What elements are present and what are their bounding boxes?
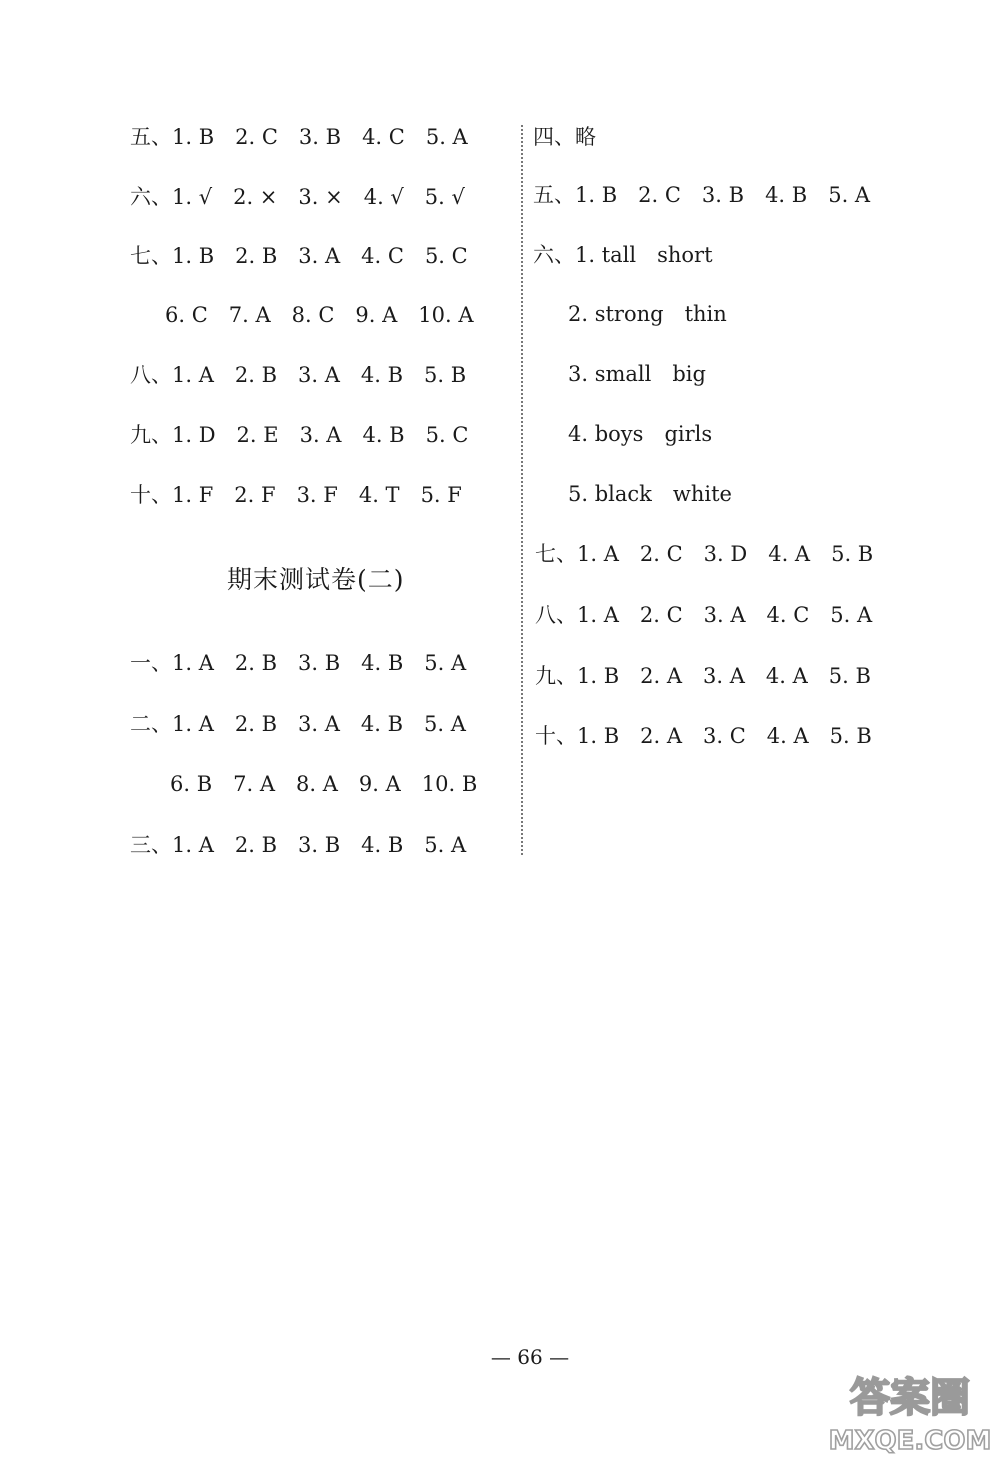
watermark-graphic [822, 1365, 992, 1457]
answer-line: 七、1. B 2. B 3. A 4. C 5. C [130, 244, 468, 268]
answer-line: 4. boys girls [568, 422, 713, 446]
page-number: — 66 — [490, 1345, 570, 1369]
answer-line: 五、1. B 2. C 3. B 4. C 5. A [130, 125, 468, 149]
answer-line: 五、1. B 2. C 3. B 4. B 5. A [533, 183, 871, 207]
answer-line: 九、1. D 2. E 3. A 4. B 5. C [130, 423, 469, 447]
answer-line: 十、1. B 2. A 3. C 4. A 5. B [535, 724, 872, 748]
watermark-bottom-text: MXQE.COM [828, 1426, 992, 1456]
answer-line: 5. black white [568, 482, 732, 506]
answer-line: 九、1. B 2. A 3. A 4. A 5. B [535, 664, 871, 688]
answer-line: 6. C 7. A 8. C 9. A 10. A [165, 303, 474, 327]
watermark-top-text: 答案圈 [850, 1375, 970, 1421]
answer-line: 六、1. tall short [533, 243, 713, 267]
answer-line: 十、1. F 2. F 3. F 4. T 5. F [130, 483, 462, 507]
answer-line: 八、1. A 2. C 3. A 4. C 5. A [535, 603, 873, 627]
answer-line: 6. B 7. A 8. A 9. A 10. B [170, 772, 478, 796]
answer-line: 一、1. A 2. B 3. B 4. B 5. A [130, 651, 467, 675]
answer-line: 2. strong thin [568, 302, 727, 326]
answer-line: 六、1. √ 2. × 3. × 4. √ 5. √ [130, 185, 465, 209]
answer-line: 七、1. A 2. C 3. D 4. A 5. B [535, 542, 874, 566]
watermark-logo [822, 1365, 992, 1457]
answer-line: 八、1. A 2. B 3. A 4. B 5. B [130, 363, 467, 387]
answer-line: 二、1. A 2. B 3. A 4. B 5. A [130, 712, 466, 736]
answer-line: 四、略 [533, 125, 596, 149]
section-title: 期末测试卷(二) [227, 565, 405, 594]
answer-line: 3. small big [568, 362, 706, 386]
answer-line: 三、1. A 2. B 3. B 4. B 5. A [130, 833, 467, 857]
